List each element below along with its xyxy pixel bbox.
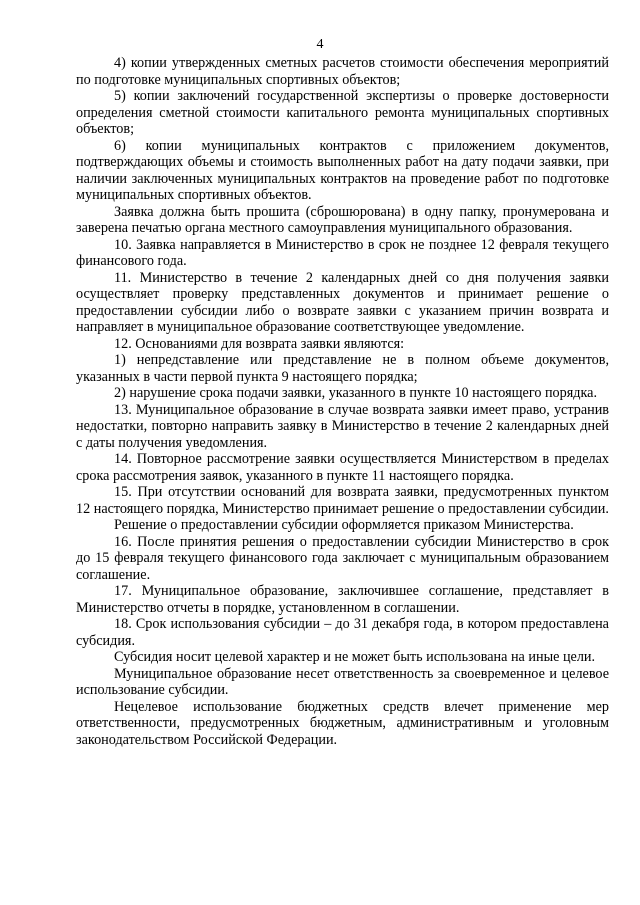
paragraph-clause-13: 13. Муниципальное образование в случае возврата заявки имеет право, устранив недостатки, повторно направить заявку в Министерство в течение 2 календарных дней с даты получения уведомления. [76, 401, 609, 451]
paragraph-misuse-liability: Нецелевое использование бюджетных средств влечет применение мер ответственности, предусмотренных бюджетным, административным и уголовным законодательством Российской Федерации. [76, 698, 609, 748]
page-number: 4 [316, 37, 324, 52]
paragraph-clause-17: 17. Муниципальное образование, заключившее соглашение, представляет в Министерство отчеты в порядке, установленном в соглашении. [76, 583, 609, 616]
paragraph-item-4-estimates: 4) копии утвержденных сметных расчетов стоимости обеспечения мероприятий по подготовке муниципальных спортивных объектов; [76, 55, 609, 88]
paragraph-clause-12: 12. Основаниями для возврата заявки являются: [114, 335, 405, 352]
paragraph-target-purpose: Субсидия носит целевой характер и не может быть использована на иные цели. [114, 649, 596, 665]
document-body [76, 55, 609, 748]
paragraph-subsidy-order: Решение о предоставлении субсидии оформляется приказом Министерства. [114, 517, 574, 533]
paragraph-clause-18: 18. Срок использования субсидии – до 31 декабря года, в котором предоставлена субсидия. [76, 616, 609, 649]
paragraph-clause-12-item-2: 2) нарушение срока подачи заявки, указанного в пункте 10 настоящего порядка. [114, 385, 598, 401]
paragraph-clause-15: 15. При отсутствии оснований для возврата заявки, предусмотренных пунктом 12 настоящего порядка, Министерство принимает решение о предоставлении субсидии. [76, 484, 609, 517]
paragraph-application-binding: Заявка должна быть прошита (сброшюрована) в одну папку, пронумерована и заверена печатью органа местного самоуправления муниципального образования. [76, 203, 609, 236]
paragraph-item-5-expertise: 5) копии заключений государственной экспертизы о проверке достоверности определения сметной стоимости капитального ремонта муниципальных спортивных объектов; [76, 88, 609, 137]
paragraph-clause-16: 16. После принятия решения о предоставлении субсидии Министерство в срок до 15 февраля текущего финансового года заключает с муниципальным образованием соглашение. [76, 533, 609, 583]
paragraph-clause-11: 11. Министерство в течение 2 календарных дней со дня получения заявки осуществляет проверку представленных документов и принимает решение о предоставлении субсидии либо о возврате заявки с указанием причин возврата и направляет в муниципальное образование соответствующее уведомление. [76, 269, 609, 335]
paragraph-item-6-contracts: 6) копии муниципальных контрактов с приложением документов, подтверждающих объемы и стоимость выполненных работ на дату подачи заявки, при наличии заключенных муниципальных контрактов на проведение работ по подготовке муниципальных спортивных объектов. [76, 137, 609, 203]
paragraph-clause-14: 14. Повторное рассмотрение заявки осуществляется Министерством в пределах срока рассмотрения заявок, указанного в пункте 11 настоящего порядка. [76, 451, 609, 484]
paragraph-clause-12-item-1: 1) непредставление или представление не в полном объеме документов, указанных в части первой пункта 9 настоящего порядка; [76, 352, 609, 385]
paragraph-clause-10: 10. Заявка направляется в Министерство в срок не позднее 12 февраля текущего финансового года. [76, 236, 609, 269]
paragraph-responsibility: Муниципальное образование несет ответственность за своевременное и целевое использование субсидии. [76, 665, 609, 698]
